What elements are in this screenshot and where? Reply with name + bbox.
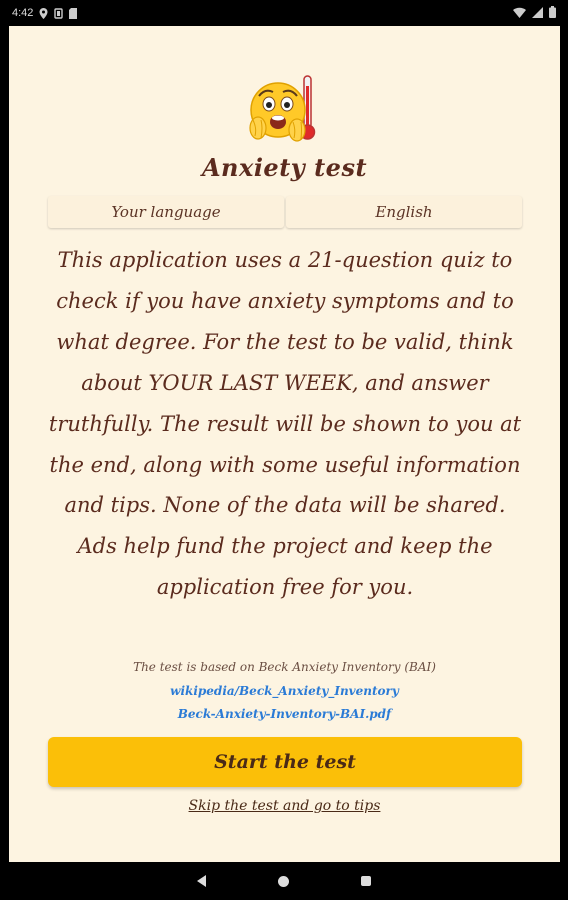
description-text: This application uses a 21-question quiz to check if you have anxiety symptoms and to what degree. For the test to be valid, think about YOUR LAST WEEK, and answer truthfully. The result will be shown to you at the end, along with some useful information and tips. None of the data will be shared. Ads help fund the project and keep the application free for you. bbox=[48, 248, 522, 600]
recents-icon[interactable] bbox=[361, 876, 371, 886]
battery-icon bbox=[549, 6, 556, 18]
based-on-text: The test is based on Beck Anxiety Inventory (BAI) bbox=[133, 660, 436, 674]
home-icon[interactable] bbox=[278, 876, 289, 887]
language-label: Your language bbox=[48, 196, 284, 228]
navigation-bar bbox=[0, 862, 568, 900]
battery-saver-icon bbox=[54, 8, 63, 19]
anxious-face-thermometer-icon bbox=[247, 72, 325, 150]
status-time: 4:42 bbox=[12, 7, 34, 19]
sd-card-icon bbox=[69, 8, 78, 19]
language-dropdown[interactable]: English bbox=[286, 196, 522, 228]
page-title: Anxiety test bbox=[201, 153, 368, 182]
signal-icon bbox=[532, 7, 543, 18]
language-selector bbox=[48, 196, 522, 228]
location-icon bbox=[39, 8, 48, 19]
start-test-button[interactable]: Start the test bbox=[48, 737, 522, 787]
back-icon[interactable] bbox=[197, 875, 206, 887]
wikipedia-link[interactable]: wikipedia/Beck_Anxiety_Inventory bbox=[170, 684, 399, 698]
wifi-icon bbox=[513, 7, 526, 18]
skip-test-link[interactable]: Skip the test and go to tips bbox=[188, 798, 381, 814]
status-bar bbox=[0, 0, 568, 26]
pdf-link[interactable]: Beck-Anxiety-Inventory-BAI.pdf bbox=[177, 707, 392, 721]
app-screen bbox=[9, 26, 560, 862]
